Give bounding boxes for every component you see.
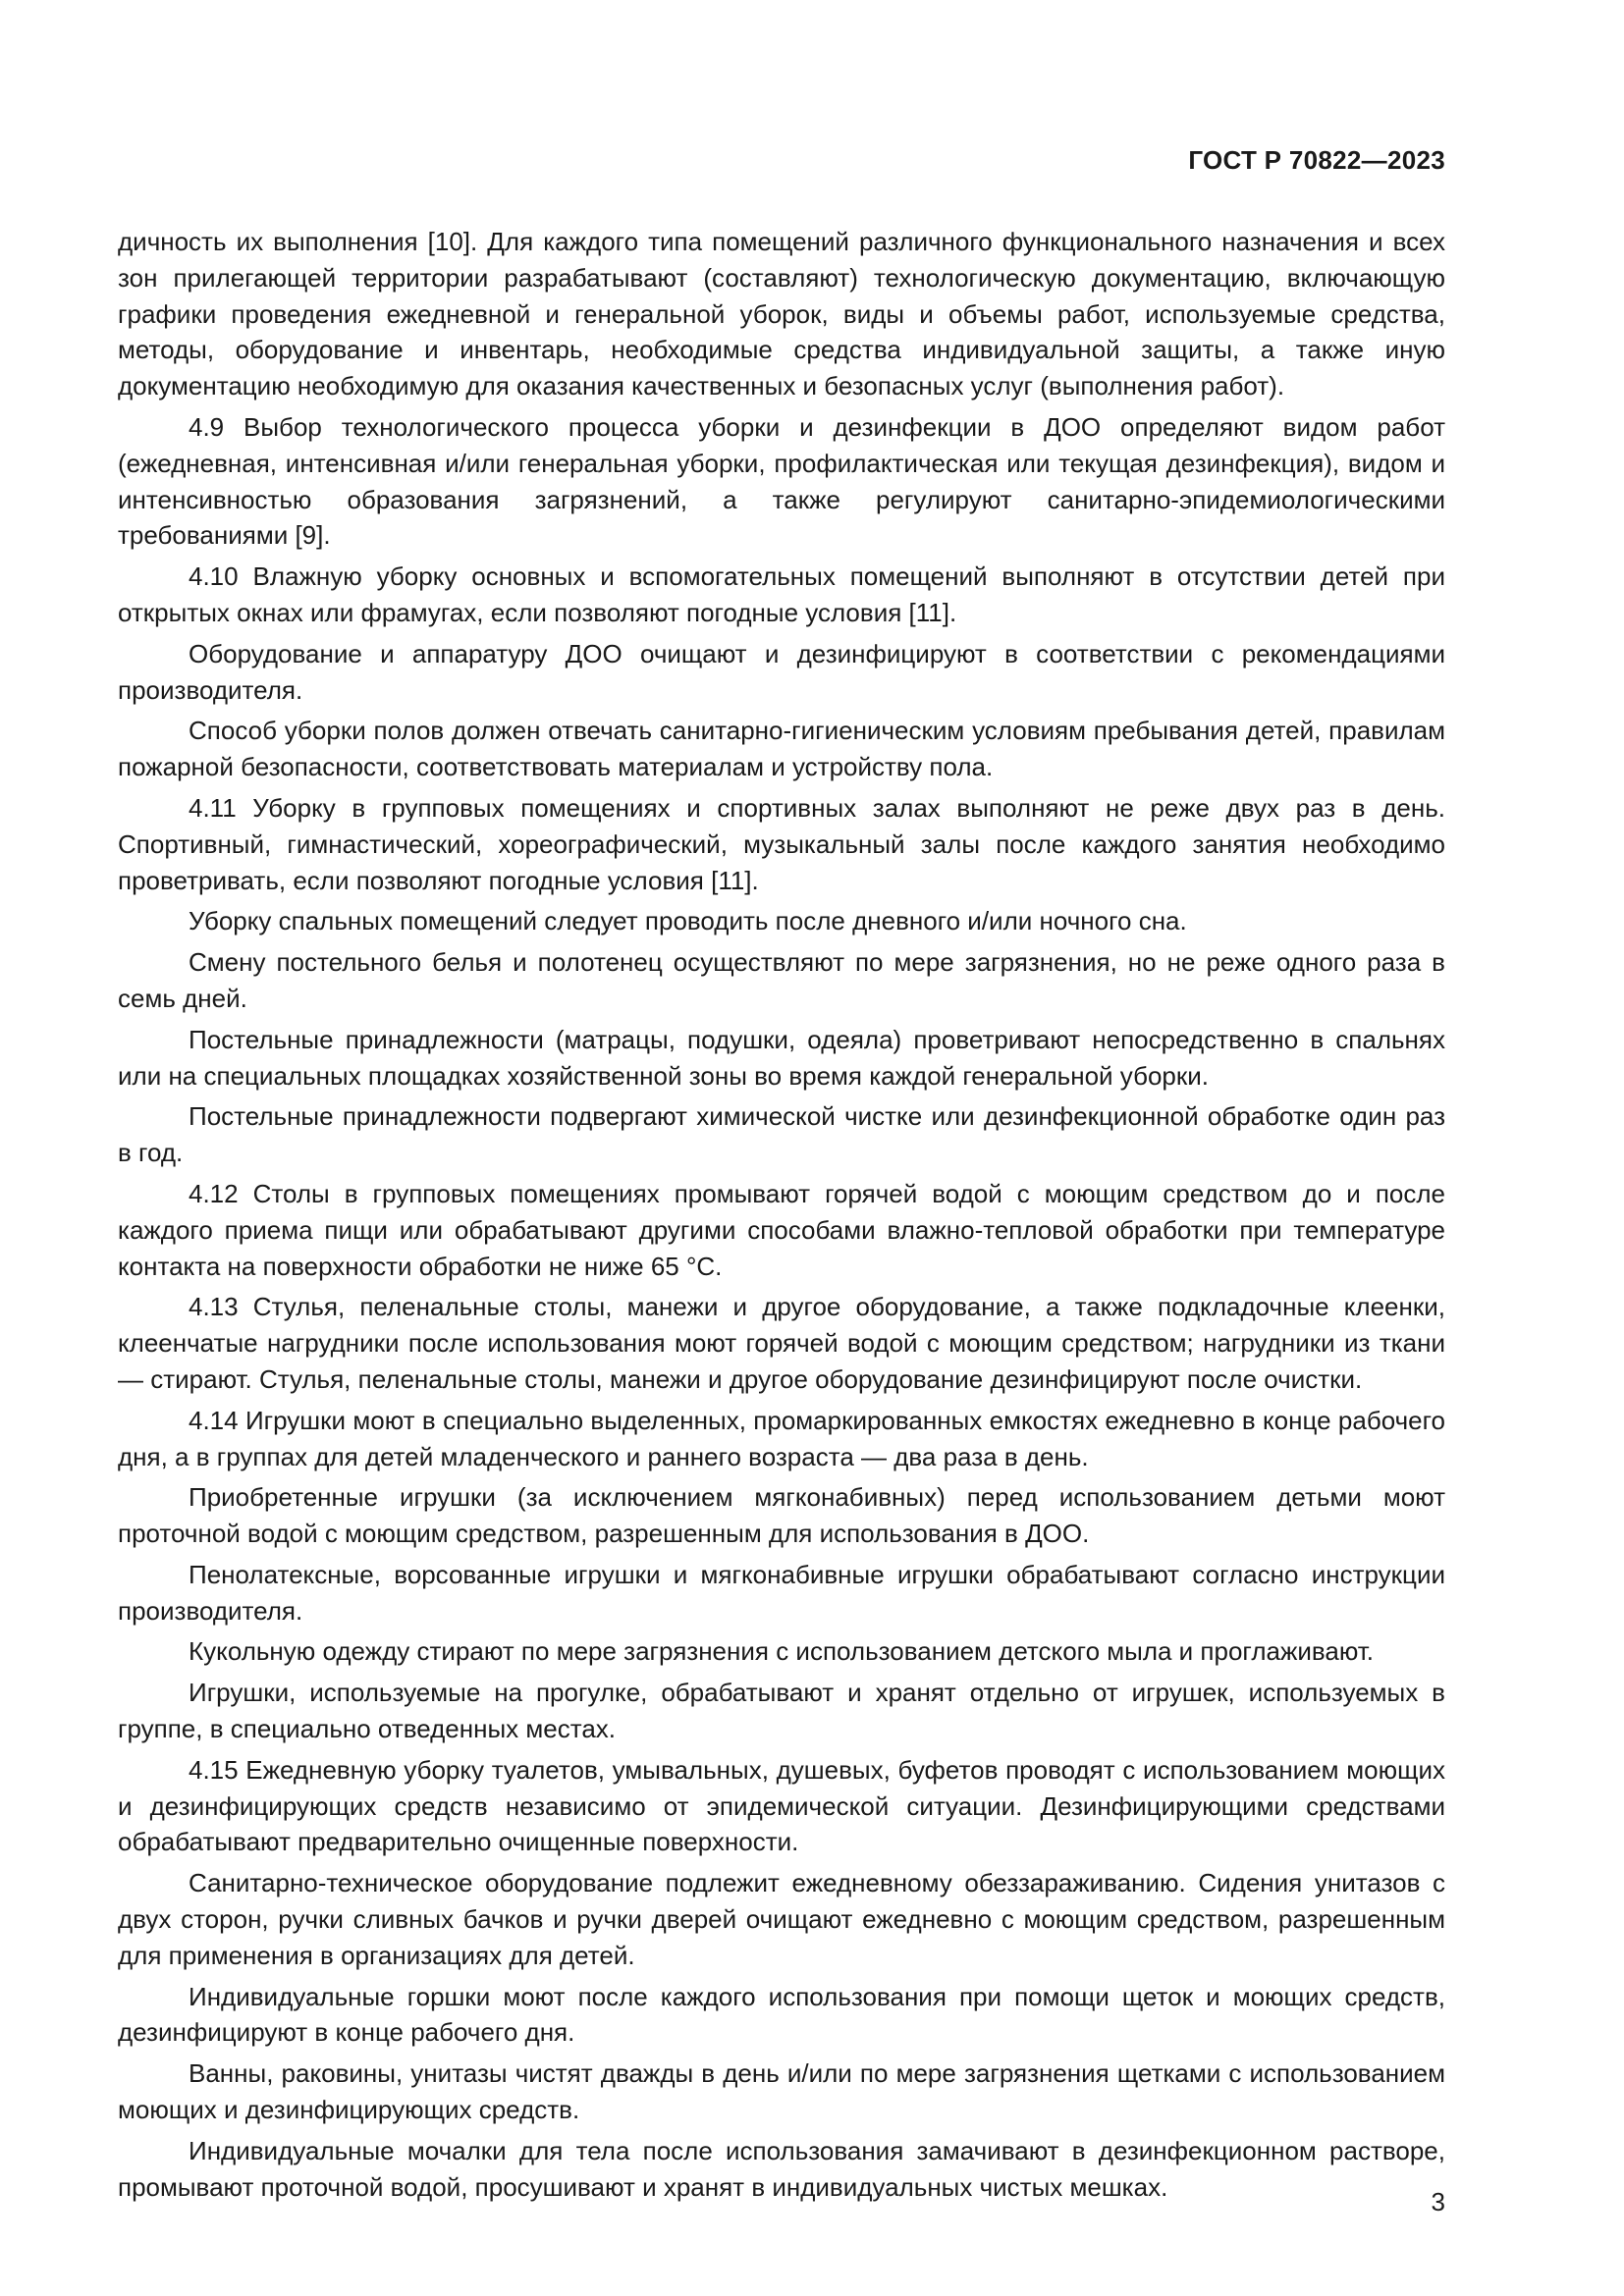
paragraph: Кукольную одежду стирают по мере загрязнения с использованием детского мыла и проглаживают. <box>189 1636 1375 1667</box>
paragraph: Способ уборки полов должен отвечать санитарно-гигиеническим условиям пребывания детей, правилам пожарной безопасности, соответствовать материалам и устройству пола. <box>118 716 1445 782</box>
paragraph: Постельные принадлежности (матрацы, подушки, одеяла) проветривают непосредственно в спальнях или на специальных площадках хозяйственной зоны во время каждой генеральной уборки. <box>118 1024 1445 1091</box>
paragraph: 4.11 Уборку в групповых помещениях и спортивных залах выполняют не реже двух раз в день. Спортивный, гимнастический, хореографический, музыкальный залы после каждого занятия необходимо проветривать, если позволяют погодные условия [11]. <box>118 792 1445 895</box>
paragraph: 4.10 Влажную уборку основных и вспомогательных помещений выполняют в отсутствии детей при открытых окнах или фрамугах, если позволяют погодные условия [11]. <box>118 561 1445 627</box>
page-number: 3 <box>1431 2187 1445 2216</box>
paragraph: 4.14 Игрушки моют в специально выделенных, промаркированных емкостях ежедневно в конце рабочего дня, а в группах для детей младенческого и раннего возраста — два раза в день. <box>118 1405 1445 1471</box>
paragraph: 4.15 Ежедневную уборку туалетов, умывальных, душевых, буфетов проводят с использованием моющих и дезинфицирующих средств независимо от эпидемической ситуации. Дезинфицирующими средствами обрабатывают предварительно очищенные поверхности. <box>118 1754 1445 1857</box>
paragraph: Ванны, раковины, унитазы чистят дважды в день и/или по мере загрязнения щетками с использованием моющих и дезинфицирующих средств. <box>118 2058 1445 2125</box>
paragraph: Индивидуальные мочалки для тела после использования замачивают в дезинфекционном растворе, промывают проточной водой, просушивают и хранят в индивидуальных чистых мешках. <box>118 2135 1445 2202</box>
paragraph: Индивидуальные горшки моют после каждого использования при помощи щеток и моющих средств, дезинфицируют в конце рабочего дня. <box>118 1981 1445 2048</box>
document-body <box>118 224 1445 2210</box>
paragraph: Санитарно-техническое оборудование подлежит ежедневному обеззараживанию. Сидения унитазов с двух сторон, ручки сливных бачков и ручки дверей очищают ежедневно с моющим средством, разрешенным для применения в организациях для детей. <box>118 1868 1445 1970</box>
paragraph: Пенолатексные, ворсованные игрушки и мягконабивные игрушки обрабатывают согласно инструкции производителя. <box>118 1559 1445 1626</box>
paragraph: Оборудование и аппаратуру ДОО очищают и дезинфицируют в соответствии с рекомендациями производителя. <box>118 638 1445 705</box>
document-code-header: ГОСТ Р 70822—2023 <box>1188 145 1445 175</box>
paragraph: 4.12 Столы в групповых помещениях промывают горячей водой с моющим средством до и после каждого приема пищи или обрабатывают другими способами влажно-тепловой обработки при температуре контакта на поверхности обработки не ниже 65 °С. <box>118 1178 1445 1281</box>
paragraph: дичность их выполнения [10]. Для каждого типа помещений различного функционального назначения и всех зон прилегающей территории разрабатывают (составляют) технологическую документацию, включающую графики проведения ежедневной и генеральной уборок, виды и объемы работ, используемые средства, методы, оборудование и инвентарь, необходимые средства индивидуальной защиты, а также иную документацию необходимую для оказания качественных и безопасных услуг (выполнения работ). <box>118 227 1445 401</box>
paragraph: 4.9 Выбор технологического процесса уборки и дезинфекции в ДОО определяют видом работ (ежедневная, интенсивная и/или генеральная уборки, профилактическая или текущая дезинфекция), видом и интенсивностью образования загрязнений, а также регулируют санитарно-эпидемиологическими требованиями [9]. <box>118 411 1445 551</box>
paragraph: Игрушки, используемые на прогулке, обрабатывают и хранят отдельно от игрушек, используемых в группе, в специально отведенных местах. <box>118 1678 1445 1744</box>
paragraph: Постельные принадлежности подвергают химической чистке или дезинфекционной обработке один раз в год. <box>118 1101 1445 1168</box>
paragraph: Уборку спальных помещений следует проводить после дневного и/или ночного сна. <box>189 906 1187 936</box>
paragraph: Смену постельного белья и полотенец осуществляют по мере загрязнения, но не реже одного раза в семь дней. <box>118 947 1445 1013</box>
paragraph: 4.13 Стулья, пеленальные столы, манежи и другое оборудование, а также подкладочные клеенки, клеенчатые нагрудники после использования моют горячей водой с моющим средством; нагрудники из ткани — стирают. Стулья, пеленальные столы, манежи и другое оборудование дезинфицируют после очистки. <box>118 1292 1445 1394</box>
paragraph: Приобретенные игрушки (за исключением мягконабивных) перед использованием детьми моют проточной водой с моющим средством, разрешенным для использования в ДОО. <box>118 1482 1445 1549</box>
